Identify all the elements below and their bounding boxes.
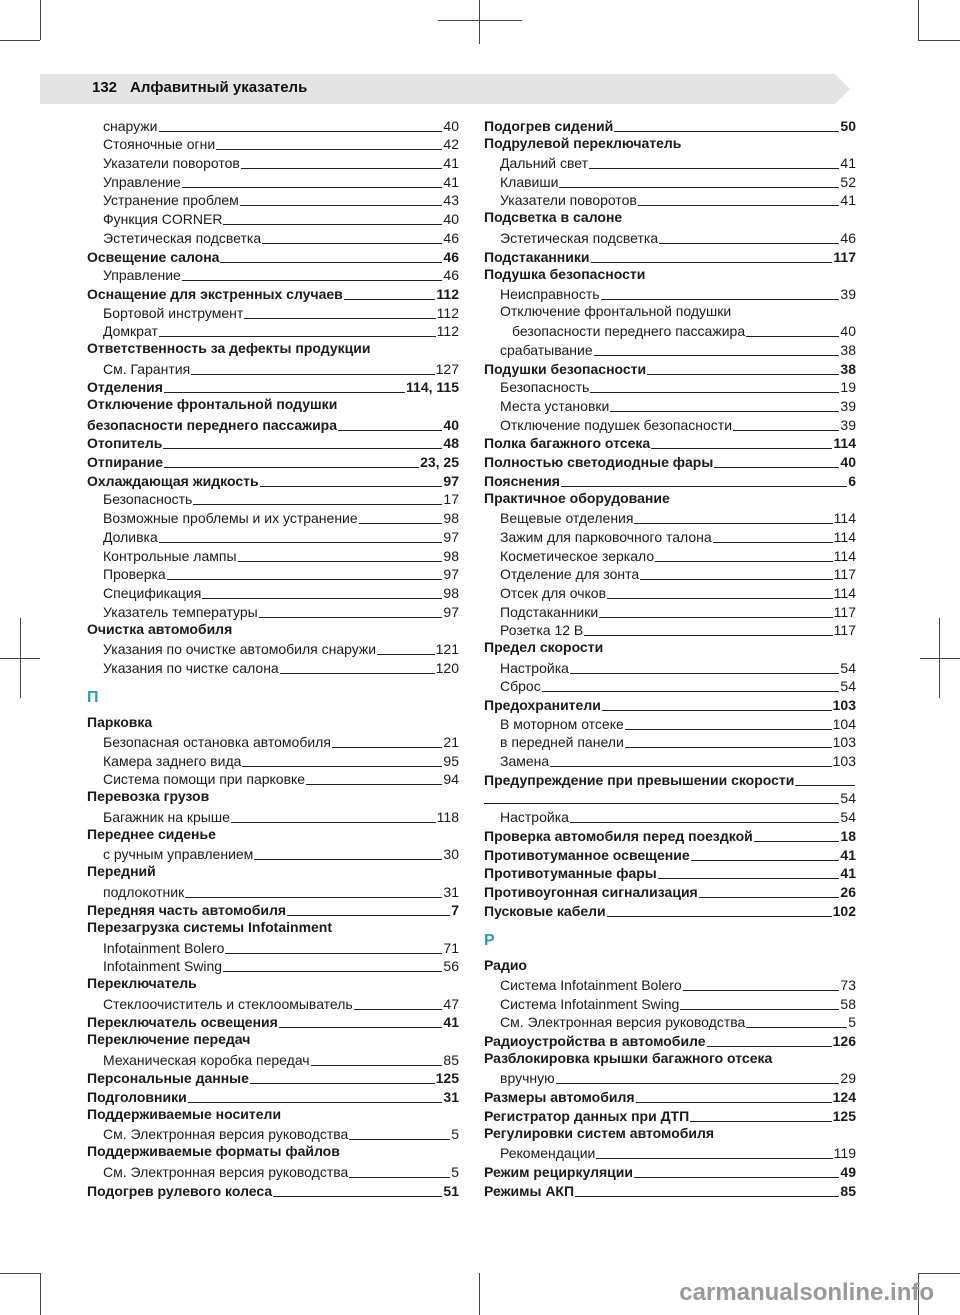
index-entry: Возможные проблемы и их устранение 98 — [103, 510, 459, 527]
index-entry: См. Электронная версия руководства 5 — [500, 1014, 856, 1031]
index-entry: Система Infotainment Bolero 73 — [500, 976, 856, 993]
index-entry: Проверка 97 — [103, 566, 459, 583]
index-entry: Эстетическая подсветка 46 — [103, 229, 459, 246]
index-heading: Подголовники 31 — [87, 1089, 459, 1106]
index-entry: Указания по очистке автомобиля снаружи 121 — [103, 640, 459, 657]
index-entry: Рекомендации 119 — [500, 1145, 856, 1162]
index-heading: Подушка безопасности — [484, 265, 646, 282]
index-heading: Режим рециркуляции 49 — [484, 1163, 856, 1180]
crop-mark — [918, 0, 919, 40]
index-entry: Бортовой инструмент 112 — [103, 304, 459, 321]
watermark: carmanualsonline.info — [679, 1279, 934, 1306]
index-entry: Безопасность 17 — [103, 491, 459, 508]
index-entry: Зажим для парковочного талона 114 — [500, 528, 856, 545]
crop-mark — [918, 40, 960, 41]
index-entry: Багажник на крыше 118 — [103, 808, 459, 825]
index-entry: Управление 41 — [103, 173, 459, 190]
crop-mark — [918, 1273, 960, 1274]
index-heading: Отключение фронтальной подушки — [87, 396, 338, 413]
index-entry: Указатели поворотов 41 — [500, 192, 856, 209]
index-heading: Перезагрузка системы Infotainment — [87, 919, 333, 936]
index-entry: с ручным управлением 30 — [103, 846, 459, 863]
index-entry: Устранение проблем 43 — [103, 192, 459, 209]
index-entry: Безопасность 19 — [500, 379, 856, 396]
index-heading: Предупреждение при превышении скорости — [484, 770, 856, 789]
index-entry: Косметическое зеркало 114 — [500, 547, 856, 564]
index-entry: Спецификация 98 — [103, 584, 459, 601]
index-heading: Противоугонная сигнализация 26 — [484, 883, 856, 900]
index-heading: Подрулевой переключатель — [484, 134, 682, 151]
index-heading: Отопитель 48 — [87, 435, 459, 452]
index-heading: Подогрев рулевого колеса 51 — [87, 1182, 459, 1199]
crop-mark — [479, 1273, 480, 1315]
index-heading: Регулировки систем автомобиля — [484, 1124, 715, 1141]
index-entry: снаружи 40 — [103, 117, 459, 134]
index-column-right — [484, 116, 856, 1200]
index-heading: Персональные данные 125 — [87, 1070, 459, 1087]
index-entry: Функция CORNER 40 — [103, 211, 459, 228]
index-entry: Управление 46 — [103, 267, 459, 284]
index-entry: безопасности переднего пассажира 40 — [512, 323, 856, 340]
index-entry: 54 — [484, 789, 856, 808]
index-heading: Парковка — [87, 713, 153, 730]
index-entry: Неисправность 39 — [500, 285, 856, 302]
index-heading: Пояснения 6 — [484, 472, 856, 489]
crop-mark — [40, 0, 41, 40]
page-title: Алфавитный указатель — [130, 79, 308, 96]
index-heading: Полностью светодиодные фары 40 — [484, 454, 856, 471]
index-heading: Подушки безопасности 38 — [484, 360, 856, 377]
index-heading: Размеры автомобиля 124 — [484, 1089, 856, 1106]
index-heading: Подогрев сидений 50 — [484, 117, 856, 134]
index-entry: Infotainment Bolero 71 — [103, 939, 459, 956]
index-heading: Очистка автомобиля — [87, 620, 233, 637]
index-heading: Разблокировка крышки багажного отсека — [484, 1050, 773, 1066]
index-entry: См. Электронная версия руководства 5 — [103, 1126, 459, 1143]
index-entry: в передней панели 103 — [500, 734, 856, 751]
crop-mark — [0, 40, 40, 41]
crop-mark — [920, 658, 960, 659]
index-heading: безопасности переднего пассажира 40 — [87, 416, 459, 433]
index-heading: Оснащение для экстренных случаев 112 — [87, 285, 459, 302]
section-letter: П — [87, 688, 99, 706]
crop-mark — [939, 618, 940, 698]
index-entry: Дальний свет 41 — [500, 155, 856, 172]
index-heading: Поддерживаемые форматы файлов — [87, 1143, 340, 1160]
section-letter: Р — [484, 931, 495, 949]
index-entry: Стеклоочиститель и стеклоомыватель 47 — [103, 995, 459, 1012]
index-entry: вручную 29 — [500, 1070, 856, 1087]
crop-mark — [479, 0, 480, 44]
index-entry: Отделение для зонта 117 — [500, 566, 856, 583]
crop-mark — [438, 20, 522, 21]
index-entry: Камера заднего вида 95 — [103, 752, 459, 769]
index-heading: Регистратор данных при ДТП 125 — [484, 1107, 856, 1124]
index-entry: См. Электронная версия руководства 5 — [103, 1163, 459, 1180]
index-heading: Перевозка грузов — [87, 788, 210, 805]
index-entry: Розетка 12 В 117 — [500, 622, 856, 639]
index-heading: Предохранители 103 — [484, 697, 856, 713]
index-heading: Передняя часть автомобиля 7 — [87, 902, 459, 919]
index-entry: срабатывание 38 — [500, 341, 856, 358]
index-heading: Переднее сиденье — [87, 825, 216, 842]
index-entry: Безопасная остановка автомобиля 21 — [103, 734, 459, 750]
index-entry: Эстетическая подсветка 46 — [500, 229, 856, 246]
page-number: 132 — [92, 79, 118, 96]
index-heading: Пусковые кабели 102 — [484, 902, 856, 919]
index-heading: Радиоустройства в автомобиле 126 — [484, 1033, 856, 1049]
index-entry: Система Infotainment Swing 58 — [500, 995, 856, 1012]
index-heading: Проверка автомобиля перед поездкой 18 — [484, 827, 856, 844]
index-entry: Указания по чистке салона 120 — [103, 659, 459, 676]
index-heading: Противотуманные фары 41 — [484, 865, 856, 882]
index-heading: Переключатель — [87, 975, 197, 992]
page-header — [40, 74, 850, 104]
index-entry: Домкрат 112 — [103, 323, 459, 340]
crop-mark — [0, 1273, 40, 1274]
index-entry: Указатель температуры 97 — [103, 603, 459, 620]
index-heading: Переключатель освещения 41 — [87, 1014, 459, 1031]
index-entry: Контрольные лампы 98 — [103, 547, 459, 564]
index-entry: подлокотник 31 — [103, 883, 459, 900]
index-entry: Настройка 54 — [500, 659, 856, 676]
index-heading: Переключение передач — [87, 1031, 251, 1048]
index-heading: Радио — [484, 956, 527, 973]
index-heading: Полка багажного отсека 114 — [484, 435, 856, 452]
index-entry: Подстаканники 117 — [500, 603, 856, 620]
index-entry: Infotainment Swing 56 — [103, 958, 459, 975]
crop-mark — [20, 618, 21, 698]
index-entry: Отсек для очков 114 — [500, 584, 856, 601]
index-entry: Механическая коробка передач 85 — [103, 1051, 459, 1068]
index-heading: Ответственность за дефекты продукции — [87, 340, 371, 357]
index-entry: Стояночные огни 42 — [103, 136, 459, 153]
index-entry: Указатели поворотов 41 — [103, 155, 459, 172]
index-entry: Замена 103 — [500, 753, 856, 770]
index-entry: Доливка 97 — [103, 528, 459, 545]
index-heading: Подсветка в салоне — [484, 209, 623, 226]
index-heading: Отпирание 23, 25 — [87, 454, 459, 471]
index-entry: Настройка 54 — [500, 809, 856, 826]
crop-mark — [40, 1273, 41, 1315]
index-entry: Система помощи при парковке 94 — [103, 771, 459, 788]
index-entry: См. Гарантия 127 — [103, 360, 459, 377]
index-column-left — [87, 116, 459, 1200]
index-entry: Места установки 39 — [500, 398, 856, 414]
index-heading: Предел скорости — [484, 639, 604, 656]
index-entry: Вещевые отделения 114 — [500, 510, 856, 527]
index-heading: Режимы АКП 85 — [484, 1182, 856, 1199]
index-heading: Поддерживаемые носители — [87, 1106, 282, 1123]
index-entry: В моторном отсеке 104 — [500, 715, 856, 732]
index-heading: Подстаканники 117 — [484, 248, 856, 265]
index-heading: Охлаждающая жидкость 97 — [87, 472, 459, 489]
index-entry: Отключение фронтальной подушки — [500, 302, 732, 319]
index-heading: Практичное оборудование — [484, 489, 670, 506]
index-heading: Отделения 114, 115 — [87, 379, 459, 396]
index-heading: Освещение салона 46 — [87, 248, 459, 265]
index-entry: Сброс 54 — [500, 678, 856, 695]
index-heading: Противотуманное освещение 41 — [484, 846, 856, 863]
index-entry: Клавиши 52 — [500, 173, 856, 190]
index-entry: Отключение подушек безопасности 39 — [500, 416, 856, 433]
index-heading: Передний — [87, 863, 156, 880]
